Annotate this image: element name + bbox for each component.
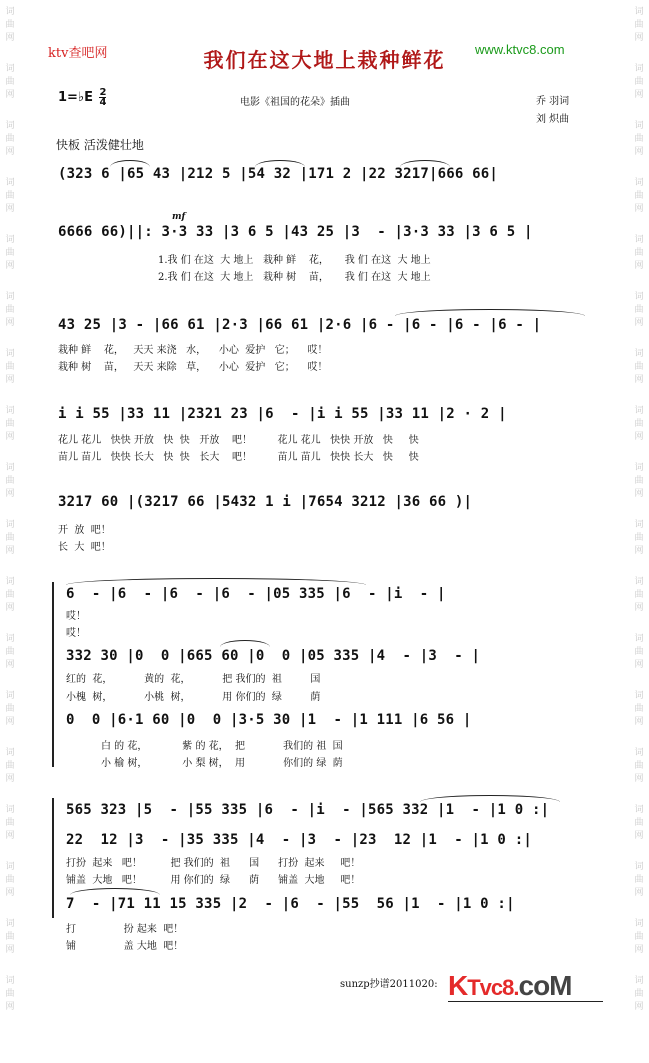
lyrics-line-10-verse-2: 铺盖 大地 吧！ 用 你们的 绿 荫 铺盖 大地 吧！ [66,875,361,886]
watermark-gap [4,275,16,289]
watermark-glyph: 网 [5,489,15,499]
watermark-glyph: 网 [5,147,15,157]
slur-mark [420,795,560,802]
watermark-glyph: 网 [5,318,15,328]
watermark-glyph: 曲 [5,704,15,714]
slur-mark [70,888,160,895]
watermark-glyph: 曲 [634,362,644,372]
key-text: 1=♭E [58,90,93,105]
watermark-glyph: 网 [5,717,15,727]
watermark-glyph: 词 [5,634,15,644]
watermark-glyph: 网 [5,888,15,898]
watermark-glyph: 曲 [634,248,644,258]
notes-line-5: 3217 60 |(3217 66 |5432 1 i |7654 3212 |36 66 )| [58,494,473,510]
lyrics-line-3-verse-1: 栽种 鲜 花， 天天 来浇 水， 小心 爱护 它； 哎！ [58,345,328,356]
watermark-glyph: 网 [634,945,644,955]
watermark-glyph: 网 [634,489,644,499]
system-bracket-2 [52,798,54,918]
watermark-glyph: 词 [5,178,15,188]
lyricist: 乔 羽词 [536,96,570,107]
watermark-glyph: 曲 [5,932,15,942]
watermark-glyph: 网 [634,204,644,214]
lyrics-line-6-verse-2: 哎！ [66,628,86,639]
watermark-gap [4,959,16,973]
watermark-glyph: 曲 [5,134,15,144]
watermark-glyph: 词 [5,121,15,131]
watermark-glyph: 网 [634,375,644,385]
watermark-glyph: 网 [634,603,644,613]
watermark-glyph: 曲 [634,590,644,600]
notes-line-1: (323 6 |65 43 |212 5 |54 32 |171 2 |22 3217|666 66| [58,166,499,182]
watermark-glyph: 词 [634,178,644,188]
watermark-column [633,8,645,1030]
watermark-right [633,8,645,1034]
composer: 刘 炽曲 [536,114,570,125]
watermark-gap [4,446,16,460]
watermark-glyph: 网 [634,261,644,271]
watermark-glyph: 词 [5,406,15,416]
watermark-glyph: 网 [5,90,15,100]
watermark-glyph: 曲 [634,419,644,429]
watermark-glyph: 曲 [634,761,644,771]
watermark-gap [4,503,16,517]
watermark-gap [4,560,16,574]
notes-line-11: 7 - |71 11 15 335 |2 - |6 - |55 56 |1 - |1 0 :| [66,896,515,912]
watermark-glyph: 网 [634,33,644,43]
watermark-gap [4,218,16,232]
watermark-gap [633,959,645,973]
watermark-gap [633,845,645,859]
lyrics-line-7-verse-2: 小槐 树， 小桃 树， 用 你们的 绿 荫 [66,692,321,703]
notes-line-9: 565 323 |5 - |55 335 |6 - |i - |565 332 |1 - |1 0 :| [66,802,550,818]
watermark-gap [633,389,645,403]
watermark-glyph: 网 [5,660,15,670]
watermark-glyph: 词 [5,976,15,986]
watermark-gap [4,389,16,403]
watermark-gap [4,104,16,118]
watermark-glyph: 网 [634,318,644,328]
logo-part-k: K [448,970,468,1001]
watermark-glyph: 词 [634,121,644,131]
notes-line-3: 43 25 |3 - |66 61 |2·3 |66 61 |2·6 |6 - |6 - |6 - |6 - | [58,317,542,333]
watermark-gap [633,560,645,574]
watermark-glyph: 词 [634,520,644,530]
watermark-glyph: 词 [634,235,644,245]
lyrics-line-8-verse-2: 小 榆 树， 小 梨 树， 用 你们的 绿 荫 [66,758,343,769]
watermark-glyph: 网 [5,432,15,442]
watermark-glyph: 曲 [5,305,15,315]
watermark-glyph: 词 [634,976,644,986]
watermark-glyph: 词 [634,862,644,872]
system-bracket-1 [52,582,54,767]
notes-line-8: 0 0 |6·1 60 |0 0 |3·5 30 |1 - |1 111 |6 56 | [66,712,472,728]
lyrics-line-2-verse-2: 2.我 们 在这 大 地上 栽种 树 苗， 我 们 在这 大 地上 [158,272,431,283]
watermark-gap [4,161,16,175]
watermark-gap [4,1016,16,1030]
watermark-glyph: 网 [634,774,644,784]
watermark-glyph: 曲 [634,647,644,657]
watermark-glyph: 曲 [5,248,15,258]
watermark-gap [4,617,16,631]
watermark-glyph: 网 [5,945,15,955]
watermark-gap [4,788,16,802]
watermark-glyph: 曲 [634,134,644,144]
watermark-glyph: 曲 [634,818,644,828]
watermark-glyph: 曲 [5,818,15,828]
lyrics-line-11-verse-1: 打 扮 起来 吧！ [66,924,184,935]
lyrics-line-8-verse-1: 白 的 花， 紫 的 花， 把 我们的 祖 国 [66,741,343,752]
watermark-glyph: 网 [634,432,644,442]
watermark-glyph: 词 [5,235,15,245]
lyrics-line-3-verse-2: 栽种 树 苗， 天天 来除 草， 小心 爱护 它； 哎！ [58,362,328,373]
watermark-left [4,8,16,1034]
subtitle: 电影《祖国的花朵》插曲 [240,97,350,108]
slur-mark [66,578,366,585]
watermark-gap [633,332,645,346]
logo-divider [448,1001,603,1002]
time-sig-bottom: 4 [99,97,107,108]
watermark-gap [633,104,645,118]
watermark-glyph: 词 [634,634,644,644]
lyrics-line-11-verse-2: 铺 盖 大地 吧！ [66,941,184,952]
watermark-glyph: 词 [634,919,644,929]
watermark-glyph: 曲 [634,989,644,999]
watermark-glyph: 词 [634,577,644,587]
watermark-glyph: 词 [5,349,15,359]
watermark-gap [633,275,645,289]
watermark-column [4,8,16,1030]
watermark-glyph: 网 [634,660,644,670]
watermark-glyph: 曲 [634,932,644,942]
watermark-glyph: 网 [5,774,15,784]
brand-right-link[interactable]: www.ktvc8.com [475,42,565,57]
watermark-glyph: 曲 [5,590,15,600]
watermark-glyph: 曲 [5,647,15,657]
watermark-glyph: 网 [634,90,644,100]
watermark-glyph: 曲 [634,533,644,543]
dynamic-marking: mf [172,212,186,222]
watermark-glyph: 曲 [5,362,15,372]
watermark-glyph: 曲 [634,875,644,885]
brand-left-link[interactable]: ktv查吧网 [48,46,108,61]
lyrics-line-2-verse-1: 1.我 们 在这 大 地上 栽种 鲜 花， 我 们 在这 大 地上 [158,255,431,266]
watermark-gap [633,446,645,460]
watermark-glyph: 曲 [5,77,15,87]
ktvc8-logo [448,970,572,1002]
watermark-glyph: 网 [5,204,15,214]
watermark-gap [633,161,645,175]
watermark-glyph: 词 [634,463,644,473]
watermark-glyph: 词 [634,64,644,74]
watermark-glyph: 词 [5,862,15,872]
watermark-glyph: 词 [5,7,15,17]
logo-part-n: coM [518,970,572,1001]
watermark-glyph: 网 [634,888,644,898]
watermark-glyph: 曲 [5,533,15,543]
slur-mark [220,640,270,647]
watermark-gap [4,845,16,859]
watermark-glyph: 曲 [634,305,644,315]
tempo-marking: 快板 活泼健壮地 [56,138,144,152]
watermark-glyph: 网 [5,546,15,556]
watermark-glyph: 曲 [634,191,644,201]
watermark-glyph: 词 [5,577,15,587]
watermark-gap [633,617,645,631]
watermark-glyph: 曲 [5,875,15,885]
watermark-gap [633,731,645,745]
time-sig-top: 2 [99,87,107,98]
slur-mark [255,160,305,167]
time-signature [99,88,106,107]
watermark-glyph: 网 [634,717,644,727]
watermark-glyph: 网 [5,261,15,271]
notes-line-7: 332 30 |0 0 |665 60 |0 0 |05 335 |4 - |3 - | [66,648,481,664]
logo-part-t: Tvc8. [467,975,519,1000]
watermark-glyph: 词 [5,463,15,473]
watermark-glyph: 网 [634,546,644,556]
watermark-glyph: 词 [634,406,644,416]
watermark-glyph: 词 [5,691,15,701]
watermark-gap [4,731,16,745]
watermark-glyph: 词 [5,805,15,815]
notes-line-4: i i 55 |33 11 |2321 23 |6 - |i i 55 |33 11 |2 · 2 | [58,406,507,422]
watermark-glyph: 曲 [634,476,644,486]
watermark-gap [4,332,16,346]
watermark-glyph: 曲 [5,419,15,429]
notes-line-10: 22 12 |3 - |35 335 |4 - |3 - |23 12 |1 - |1 0 :| [66,832,532,848]
watermark-glyph: 网 [5,603,15,613]
notes-line-6: 6 - |6 - |6 - |6 - |05 335 |6 - |i - | [66,586,446,602]
key-signature [58,88,106,107]
watermark-glyph: 词 [634,748,644,758]
watermark-glyph: 词 [5,292,15,302]
watermark-glyph: 曲 [5,761,15,771]
lyrics-line-7-verse-1: 红的 花， 黄的 花， 把 我们的 祖 国 [66,674,321,685]
watermark-glyph: 网 [5,375,15,385]
watermark-gap [633,503,645,517]
watermark-glyph: 词 [5,919,15,929]
watermark-glyph: 词 [634,349,644,359]
watermark-glyph: 网 [634,831,644,841]
watermark-gap [4,902,16,916]
watermark-glyph: 曲 [5,476,15,486]
watermark-glyph: 词 [5,520,15,530]
lyrics-line-6-verse-1: 哎！ [66,611,86,622]
watermark-glyph: 网 [5,831,15,841]
watermark-glyph: 词 [5,64,15,74]
lyrics-line-5-verse-1: 开 放 吧！ [58,525,111,536]
slur-mark [395,309,585,316]
watermark-gap [633,1016,645,1030]
watermark-glyph: 曲 [5,989,15,999]
watermark-gap [4,674,16,688]
watermark-glyph: 词 [634,691,644,701]
watermark-glyph: 网 [5,1002,15,1012]
watermark-glyph: 词 [634,7,644,17]
lyrics-line-5-verse-2: 长 大 吧！ [58,542,111,553]
watermark-glyph: 曲 [5,20,15,30]
watermark-glyph: 网 [634,147,644,157]
notes-line-2: 6666 66)||: 3·3 33 |3 6 5 |43 25 |3 - |3·3 33 |3 6 5 | [58,224,533,240]
watermark-glyph: 曲 [634,20,644,30]
watermark-glyph: 词 [5,748,15,758]
lyrics-line-4-verse-1: 花儿 花儿 快快 开放 快 快 开放 吧！ 花儿 花儿 快快 开放 快 快 [58,435,419,446]
page-title: 我们在这大地上栽种鲜花 [203,48,446,72]
lyrics-line-4-verse-2: 苗儿 苗儿 快快 长大 快 快 长大 吧！ 苗儿 苗儿 快快 长大 快 快 [58,452,419,463]
watermark-gap [633,902,645,916]
watermark-glyph: 词 [634,292,644,302]
watermark-glyph: 网 [5,33,15,43]
watermark-gap [633,788,645,802]
watermark-glyph: 词 [634,805,644,815]
lyrics-line-10-verse-1: 打扮 起来 吧！ 把 我们的 祖 国 打扮 起来 吧！ [66,858,361,869]
watermark-gap [633,218,645,232]
watermark-glyph: 曲 [5,191,15,201]
watermark-glyph: 网 [634,1002,644,1012]
watermark-glyph: 曲 [634,77,644,87]
slur-mark [400,160,450,167]
watermark-gap [633,674,645,688]
watermark-glyph: 曲 [634,704,644,714]
slur-mark [110,160,150,167]
transcriber-credit: sunzp抄谱2011020: [340,979,438,990]
